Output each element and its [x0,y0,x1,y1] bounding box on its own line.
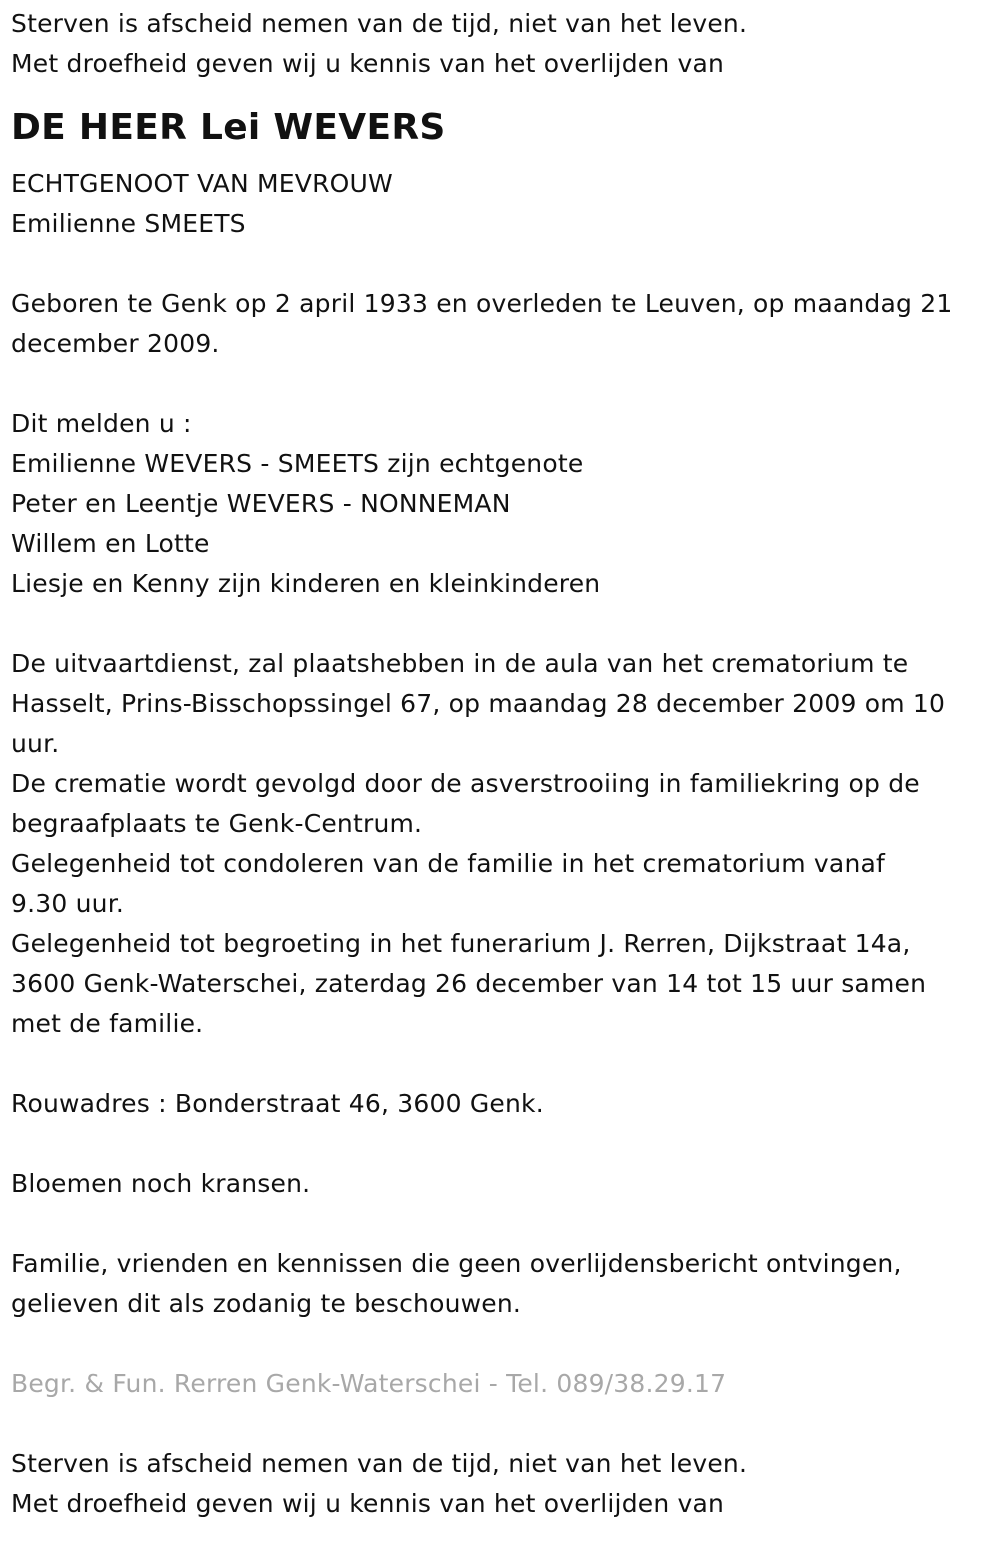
service-line: De uitvaartdienst, zal plaatshebben in de aula van het crematorium te [11,649,909,678]
spacer [11,1124,991,1164]
spacer [11,1404,991,1444]
service-line: uur. [11,729,60,758]
funeral-home-credit: Begr. & Fun. Rerren Genk-Waterschei - Tel. 089/38.29.17 [11,1369,727,1398]
birth-death-line-2: december 2009. [11,329,220,358]
service-line: 3600 Genk-Waterschei, zaterdag 26 december van 14 tot 15 uur samen [11,969,927,998]
announcer-line: Liesje en Kenny zijn kinderen en kleinkinderen [11,569,601,598]
spacer [11,1044,991,1084]
spacer [11,1324,991,1364]
repeat-intro-quote: Sterven is afscheid nemen van de tijd, niet van het leven. [11,1449,748,1478]
spacer [11,244,991,284]
spacer [11,1204,991,1244]
deceased-name: DE HEER Lei WEVERS [11,107,446,148]
notice-line-1: Familie, vrienden en kennissen die geen overlijdensbericht ontvingen, [11,1249,902,1278]
service-line: 9.30 uur. [11,889,125,918]
deceased-name-block [11,84,991,164]
repeat-intro-announcement: Met droefheid geven wij u kennis van het overlijden van [11,1489,725,1518]
service-line: Hasselt, Prins-Bisschopssingel 67, op maandag 28 december 2009 om 10 [11,689,946,718]
announcer-line: Peter en Leentje WEVERS - NONNEMAN [11,489,511,518]
mourning-address: Rouwadres : Bonderstraat 46, 3600 Genk. [11,1089,544,1118]
service-line: Gelegenheid tot condoleren van de familie in het crematorium vanaf [11,849,886,878]
service-line: met de familie. [11,1009,204,1038]
intro-quote: Sterven is afscheid nemen van de tijd, niet van het leven. [11,9,748,38]
spacer [11,364,991,404]
service-line: Gelegenheid tot begroeting in het funerarium J. Rerren, Dijkstraat 14a, [11,929,911,958]
deceased-relation: ECHTGENOOT VAN MEVROUW [11,169,393,198]
flowers-note: Bloemen noch kransen. [11,1169,311,1198]
spacer [11,604,991,644]
notice-line-2: gelieven dit als zodanig te beschouwen. [11,1289,522,1318]
obituary-document [11,4,991,1524]
birth-death-line-1: Geboren te Genk op 2 april 1933 en overleden te Leuven, op maandag 21 [11,289,953,318]
service-line: begraafplaats te Genk-Centrum. [11,809,423,838]
announcer-line: Emilienne WEVERS - SMEETS zijn echtgenote [11,449,584,478]
announcers-heading: Dit melden u : [11,409,192,438]
announcer-line: Willem en Lotte [11,529,210,558]
spouse-name: Emilienne SMEETS [11,209,246,238]
service-line: De crematie wordt gevolgd door de asverstrooiing in familiekring op de [11,769,920,798]
intro-announcement: Met droefheid geven wij u kennis van het overlijden van [11,49,725,78]
